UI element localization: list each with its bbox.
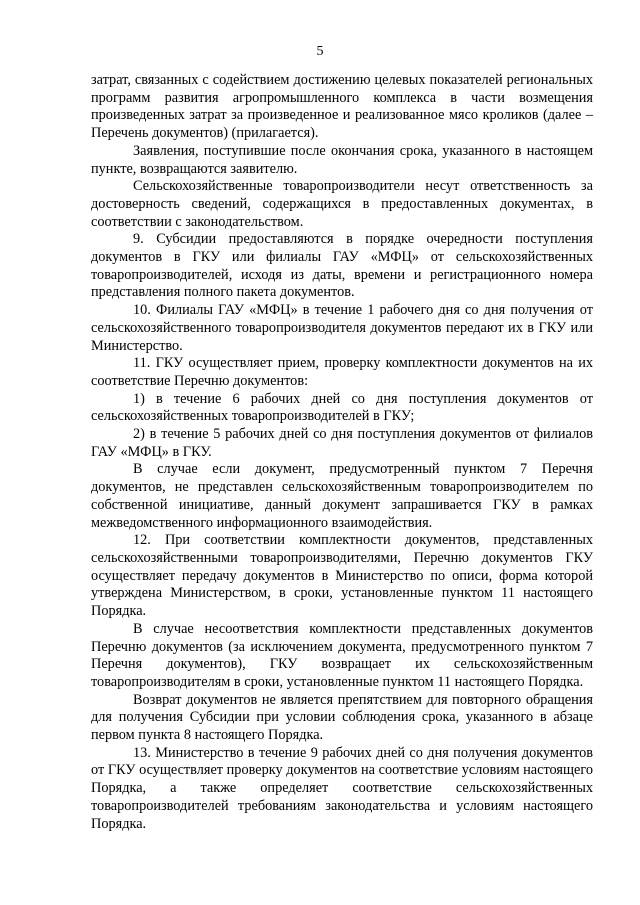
paragraph-item-11-sub-1: 1) в течение 6 рабочих дней со дня поступления документов от сельскохозяйственных товаропроизводителей в ГКУ; <box>91 390 593 425</box>
paragraph-item-11: 11. ГКУ осуществляет прием, проверку комплектности документов на их соответствие Перечню документов: <box>91 355 593 389</box>
document-body <box>91 72 593 833</box>
page-number: 5 <box>316 44 324 59</box>
paragraph-item-13: 13. Министерство в течение 9 рабочих дней со дня получения документов от ГКУ осуществляет проверку документов на соответствие условиям настоящего Порядка, а также определяет соответствие сельскохозяйственных товаропроизводителей требованиям законодательства и условиям настоящего Порядка. <box>91 744 593 832</box>
paragraph-returned-applications: Заявления, поступившие после окончания срока, указанного в настоящем пункте, возвращаются заявителю. <box>91 142 593 177</box>
paragraph-item-12-mismatch: В случае несоответствия комплектности представленных документов Перечню документов (за исключением документа, предусмотренного пунктом 7 Перечня документов), ГКУ возвращает их сельскохозяйственным товаропроизводителям в сроки, установленные пунктом 11 настоящего Порядка. <box>91 620 593 690</box>
paragraph-continuation: затрат, связанных с содействием достижению целевых показателей региональных программ развития агропромышленного комплекса в части возмещения произведенных затрат за произведенное и реализованное мясо кроликов (далее – Перечень документов) (прилагается). <box>91 72 593 142</box>
paragraph-item-11-sub-2: 2) в течение 5 рабочих дней со дня поступления документов от филиалов ГАУ «МФЦ» в ГКУ. <box>91 426 593 460</box>
paragraph-item-10: 10. Филиалы ГАУ «МФЦ» в течение 1 рабочего дня со дня получения от сельскохозяйственного товаропроизводителя документов передают их в ГКУ или Министерство. <box>91 302 593 354</box>
paragraph-item-12-resubmission: Возврат документов не является препятствием для повторного обращения для получения Субсидии при условии соблюдения срока, указанного в абзаце первом пункта 8 настоящего Порядка. <box>91 691 593 744</box>
paragraph-item-11-interagency: В случае если документ, предусмотренный пунктом 7 Перечня документов, не представлен сельскохозяйственным товаропроизводителем по собственной инициативе, данный документ запрашивается ГКУ в рамках межведомственного информационного взаимодействия. <box>91 461 593 531</box>
paragraph-item-9: 9. Субсидии предоставляются в порядке очередности поступления документов в ГКУ или филиалы ГАУ «МФЦ» от сельскохозяйственных товаропроизводителей, исходя из даты, времени и регистрационного номера представления полного пакета документов. <box>91 231 593 301</box>
paragraph-responsibility: Сельскохозяйственные товаропроизводители несут ответственность за достоверность сведений, содержащихся в предоставленных документах, в соответствии с законодательством. <box>91 178 593 230</box>
paragraph-item-12: 12. При соответствии комплектности документов, представленных сельскохозяйственными товаропроизводителями, Перечню документов ГКУ осуществляет передачу документов в Министерство по описи, форма которой утверждена Министерством, в сроки, установленные пунктом 11 настоящего Порядка. <box>91 532 593 620</box>
